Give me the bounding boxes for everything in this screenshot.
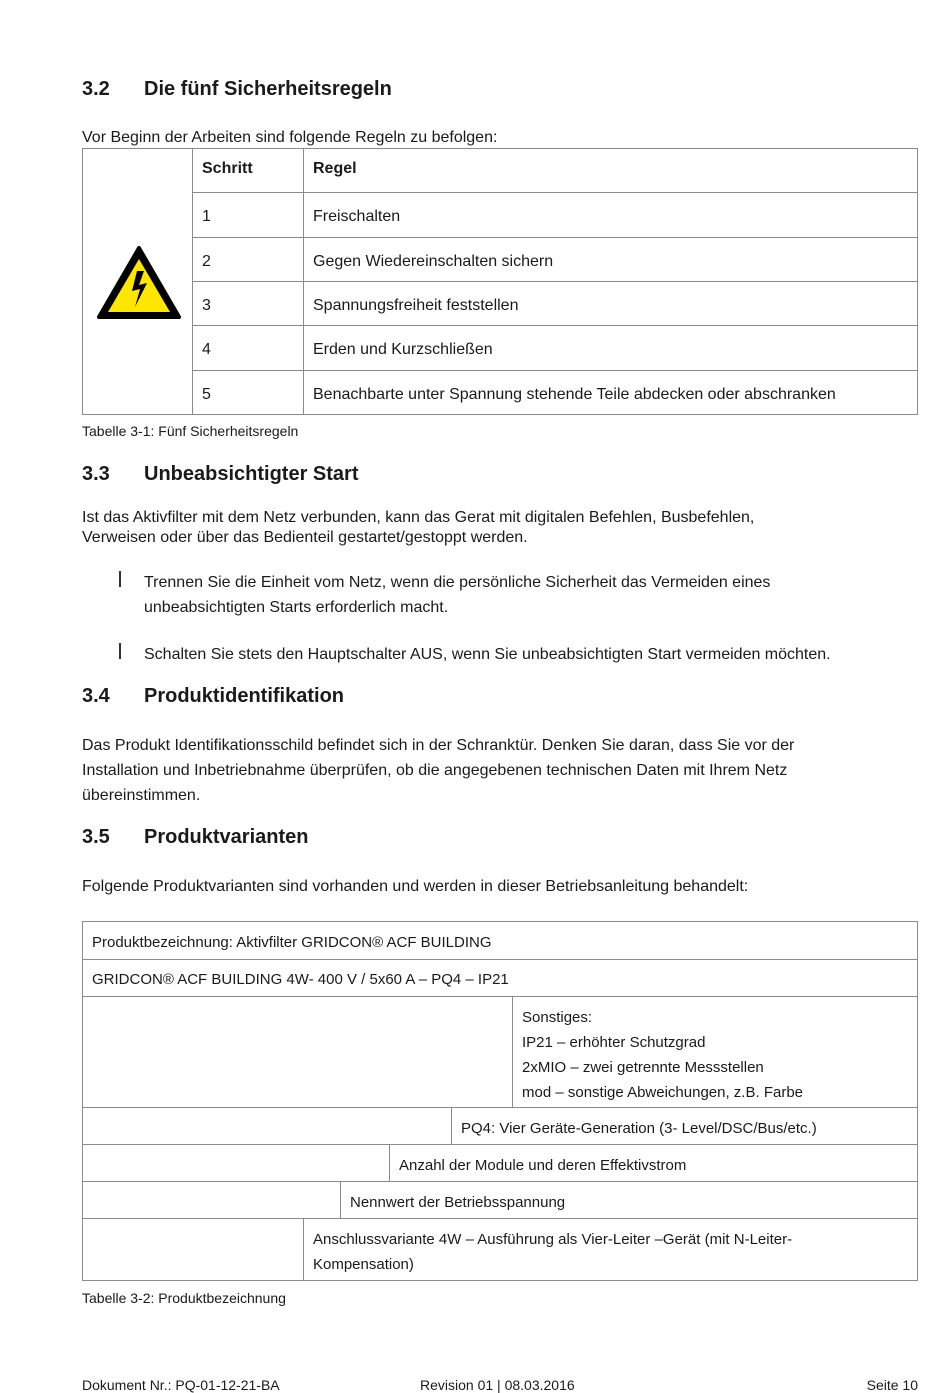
section-title: Produktidentifikation <box>144 685 344 707</box>
table-row <box>192 325 304 371</box>
other-option: IP21 – erhöhter Schutzgrad <box>522 1034 706 1051</box>
step-number: 1 <box>202 208 211 225</box>
step-number: 4 <box>202 341 211 358</box>
section-title: Die fünf Sicherheitsregeln <box>144 78 392 100</box>
voltage-text: Nennwert der Betriebsspannung <box>350 1194 566 1211</box>
table-row <box>192 192 304 238</box>
table-row <box>192 281 304 326</box>
paragraph-line: Installation und Inbetriebnahme überprüfen, ob die angegebenen technischen Daten mit Ihrem Netz <box>82 762 788 779</box>
bullet-text: Schalten Sie stets den Hauptschalter AUS, wenn Sie unbeabsichtigten Start vermeiden möchten. <box>144 646 831 663</box>
step-number: 3 <box>202 297 211 314</box>
spacer-cell <box>82 1181 341 1219</box>
other-option: 2xMIO – zwei getrennte Messstellen <box>522 1059 764 1076</box>
section-3-2-heading <box>82 78 782 102</box>
footer-page-number: Seite 10 <box>866 1377 918 1393</box>
other-option: mod – sonstige Abweichungen, z.B. Farbe <box>522 1084 804 1101</box>
header-rule: Regel <box>313 160 357 177</box>
rule-text: Erden und Kurzschließen <box>313 341 493 358</box>
section-3-5-heading <box>82 826 782 850</box>
table-caption: Tabelle 3-1: Fünf Sicherheitsregeln <box>82 423 299 439</box>
paragraph-line: übereinstimmen. <box>82 787 201 804</box>
connection-text: Kompensation) <box>313 1256 414 1273</box>
product-intro: Folgende Produktvarianten sind vorhanden und werden in dieser Betriebsanleitung behandelt: <box>82 878 749 895</box>
bullet-text: Trennen Sie die Einheit vom Netz, wenn die persönliche Sicherheit das Vermeiden eines <box>144 574 771 591</box>
other-title: Sonstiges: <box>522 1009 593 1026</box>
modules-cell <box>389 1144 918 1182</box>
pq4-cell <box>451 1107 918 1145</box>
product-code: GRIDCON® ACF BUILDING 4W- 400 V / 5x60 A – PQ4 – IP21 <box>92 971 509 988</box>
product-code-row <box>82 959 918 997</box>
step-number: 2 <box>202 253 211 270</box>
icon-cell <box>82 148 193 415</box>
section-3-4-heading <box>82 685 782 709</box>
spacer-cell <box>82 1218 304 1281</box>
connection-cell <box>303 1218 918 1281</box>
voltage-cell <box>340 1181 918 1219</box>
bullet-marker <box>119 571 121 587</box>
table-row <box>303 237 918 282</box>
safety-intro: Vor Beginn der Arbeiten sind folgende Regeln zu befolgen: <box>82 129 498 146</box>
high-voltage-warning-icon <box>96 245 182 326</box>
header-step-cell <box>192 148 304 193</box>
modules-text: Anzahl der Module und deren Effektivstrom <box>399 1157 687 1174</box>
footer-revision: Revision 01 | 08.03.2016 <box>420 1377 575 1393</box>
table-row <box>303 192 918 238</box>
header-rule-cell <box>303 148 918 193</box>
table-row <box>192 237 304 282</box>
section-title: Produktvarianten <box>144 826 309 848</box>
spacer-cell <box>82 1144 390 1182</box>
table-row <box>303 370 918 415</box>
other-options-cell <box>512 996 918 1108</box>
section-3-3-heading <box>82 463 782 487</box>
bullet-text: unbeabsichtigten Starts erforderlich macht. <box>144 599 449 616</box>
paragraph-line: Das Produkt Identifikationsschild befindet sich in der Schranktür. Denken Sie daran, dass Sie vor der <box>82 737 795 754</box>
safety-rules-table <box>82 148 918 415</box>
bullet-marker <box>119 643 121 659</box>
connection-text: Anschlussvariante 4W – Ausführung als Vier-Leiter –Gerät (mit N-Leiter- <box>313 1231 793 1248</box>
spacer-cell <box>82 996 513 1108</box>
table-caption: Tabelle 3-2: Produktbezeichnung <box>82 1290 286 1306</box>
section-number: 3.4 <box>82 685 110 707</box>
product-designation-table <box>82 921 918 1281</box>
step-number: 5 <box>202 386 211 403</box>
rule-text: Freischalten <box>313 208 401 225</box>
rule-text: Benachbarte unter Spannung stehende Teile abdecken oder abschranken <box>313 386 836 403</box>
paragraph-line: Verweisen oder über das Bedienteil gestartet/gestoppt werden. <box>82 529 528 546</box>
table-row <box>192 370 304 415</box>
section-number: 3.2 <box>82 78 110 100</box>
section-number: 3.5 <box>82 826 110 848</box>
product-name: Produktbezeichnung: Aktivfilter GRIDCON® ACF BUILDING <box>92 934 492 951</box>
rule-text: Gegen Wiedereinschalten sichern <box>313 253 554 270</box>
product-name-row <box>82 921 918 960</box>
header-step: Schritt <box>202 160 253 177</box>
table-row <box>303 281 918 326</box>
section-title: Unbeabsichtigter Start <box>144 463 359 485</box>
footer-document-number: Dokument Nr.: PQ-01-12-21-BA <box>82 1377 280 1393</box>
spacer-cell <box>82 1107 452 1145</box>
table-row <box>303 325 918 371</box>
section-number: 3.3 <box>82 463 110 485</box>
pq4-text: PQ4: Vier Geräte-Generation (3- Level/DSC/Bus/etc.) <box>461 1120 817 1137</box>
paragraph-line: Ist das Aktivfilter mit dem Netz verbunden, kann das Gerat mit digitalen Befehlen, Busbefehlen, <box>82 509 755 526</box>
rule-text: Spannungsfreiheit feststellen <box>313 297 519 314</box>
